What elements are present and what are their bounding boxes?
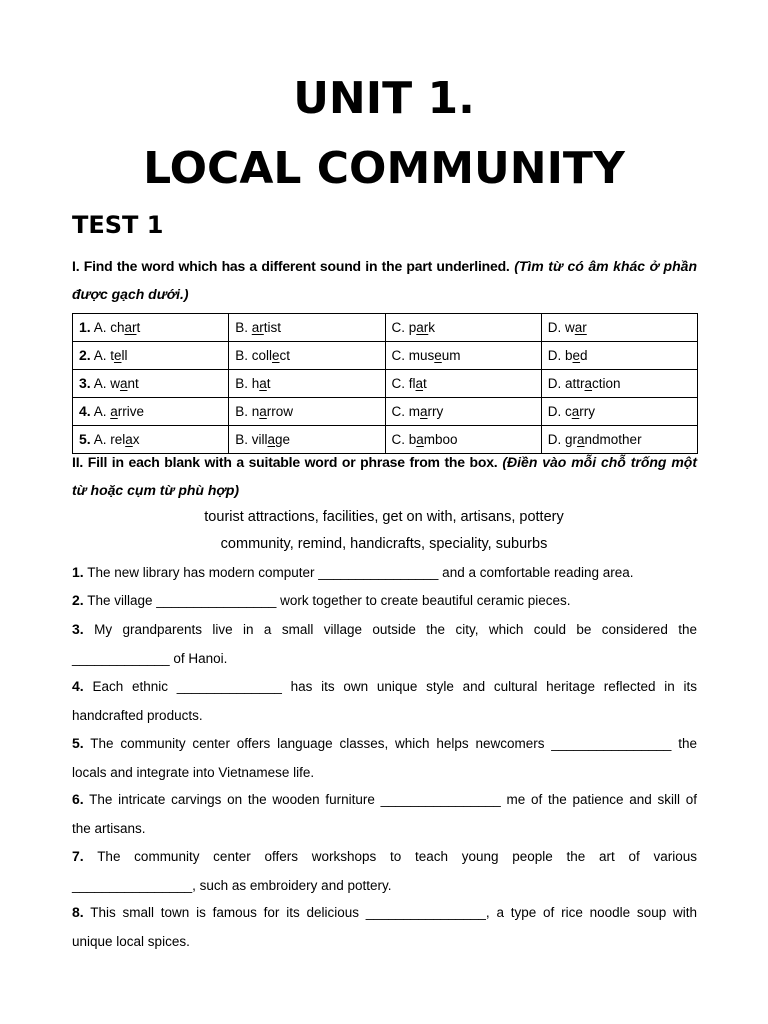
option-text: rry bbox=[427, 404, 444, 419]
underlined-part: ar bbox=[574, 320, 587, 335]
question-number: 8. bbox=[72, 904, 84, 920]
option-text: A. ch bbox=[93, 320, 125, 335]
pronunciation-table bbox=[72, 313, 698, 454]
question-item bbox=[72, 842, 697, 900]
table-row bbox=[73, 342, 698, 370]
question-item bbox=[72, 785, 697, 843]
option-text: ndmother bbox=[584, 432, 642, 447]
underlined-part: e bbox=[113, 348, 122, 363]
question-text-continued: ________________, such as embroidery and pottery. bbox=[72, 877, 392, 893]
word-box-line-2: community, remind, handicrafts, speciality, suburbs bbox=[220, 536, 548, 552]
option-cell bbox=[385, 342, 541, 370]
option-text: C. mus bbox=[391, 348, 435, 363]
underlined-part: e bbox=[572, 348, 581, 363]
option-text: um bbox=[441, 348, 461, 363]
underlined-part: ar bbox=[416, 320, 429, 335]
option-text: ct bbox=[279, 348, 291, 363]
underlined-part: a bbox=[259, 404, 267, 419]
underlined-part: a bbox=[420, 404, 428, 419]
question-number: 4. bbox=[79, 403, 91, 419]
option-cell bbox=[73, 398, 229, 426]
question-number: 2. bbox=[79, 347, 91, 363]
option-text: B. vill bbox=[235, 432, 268, 447]
pronunciation-table-body bbox=[73, 314, 698, 454]
underlined-part: e bbox=[272, 348, 280, 363]
option-text: d bbox=[580, 348, 588, 363]
option-text: mboo bbox=[423, 432, 458, 447]
option-text: x bbox=[132, 432, 140, 447]
question-number: 6. bbox=[72, 791, 84, 807]
option-text: A. bbox=[93, 404, 111, 419]
section-2-instruction-en: II. Fill in each blank with a suitable word or phrase from the box. bbox=[72, 454, 498, 470]
option-text: D. w bbox=[547, 320, 575, 335]
option-text: t bbox=[266, 376, 271, 391]
underlined-part: ar bbox=[124, 320, 137, 335]
section-2-instruction bbox=[72, 448, 697, 504]
question-text-continued: _____________ of Hanoi. bbox=[72, 650, 228, 666]
question-item bbox=[72, 729, 697, 787]
option-cell bbox=[229, 398, 385, 426]
question-text-continued: the artisans. bbox=[72, 820, 146, 836]
question-text: This small town is famous for its delicious ________________, a type of rice noodle soup with bbox=[90, 905, 697, 920]
underlined-part: a bbox=[110, 404, 118, 419]
option-text: B. coll bbox=[235, 348, 273, 363]
option-text: C. fl bbox=[391, 376, 416, 391]
question-text: Each ethnic ______________ has its own unique style and cultural heritage reflected in its bbox=[92, 679, 697, 694]
question-text-continued: unique local spices. bbox=[72, 933, 190, 949]
option-text: t bbox=[136, 320, 141, 335]
option-text: C. b bbox=[391, 432, 417, 447]
option-text: rrow bbox=[266, 404, 294, 419]
option-text: A. w bbox=[93, 376, 120, 391]
option-text: C. p bbox=[391, 320, 417, 335]
section-1-instruction-vi: (Tìm từ có âm khác ở phần được gạch dưới.) bbox=[72, 258, 697, 302]
option-text: ge bbox=[275, 432, 291, 447]
underlined-part: a bbox=[119, 376, 128, 391]
option-text: rry bbox=[579, 404, 596, 419]
option-text: B. n bbox=[235, 404, 260, 419]
word-box-line-1: tourist attractions, facilities, get on with, artisans, pottery bbox=[204, 509, 564, 525]
question-text-continued: locals and integrate into Vietnamese life. bbox=[72, 764, 315, 780]
question-text: The community center offers language classes, which helps newcomers ________________ the bbox=[90, 736, 697, 751]
option-cell bbox=[541, 314, 697, 342]
underlined-part: a bbox=[125, 432, 133, 447]
underlined-part: a bbox=[571, 404, 580, 419]
question-text: The community center offers workshops to teach young people the art of various bbox=[97, 849, 697, 864]
option-cell bbox=[73, 314, 229, 342]
underlined-part: ar bbox=[251, 320, 264, 335]
section-1-instruction bbox=[72, 252, 697, 308]
option-cell bbox=[385, 314, 541, 342]
option-text: B. h bbox=[235, 376, 260, 391]
underlined-part: a bbox=[416, 432, 424, 447]
option-text: rrive bbox=[117, 404, 144, 419]
option-cell bbox=[385, 370, 541, 398]
option-text: t bbox=[423, 376, 427, 391]
question-number: 5. bbox=[72, 735, 84, 751]
option-text: A. rel bbox=[93, 432, 126, 447]
table-row bbox=[73, 370, 698, 398]
underlined-part: a bbox=[584, 376, 593, 391]
question-number: 4. bbox=[72, 678, 84, 694]
option-text: D. attr bbox=[547, 376, 585, 391]
question-item bbox=[72, 672, 697, 730]
question-number: 7. bbox=[72, 848, 84, 864]
question-item bbox=[72, 615, 697, 673]
option-cell bbox=[73, 342, 229, 370]
option-text: ction bbox=[592, 376, 621, 391]
underlined-part: e bbox=[434, 348, 442, 363]
question-number: 3. bbox=[72, 621, 84, 637]
section-2-instruction-vi: (Điền vào mỗi chỗ trống một từ hoặc cụm từ phù hợp) bbox=[72, 454, 698, 498]
underlined-part: a bbox=[259, 376, 267, 391]
underlined-part: a bbox=[577, 432, 585, 447]
table-row bbox=[73, 398, 698, 426]
option-cell bbox=[541, 398, 697, 426]
unit-number-title: UNIT 1. bbox=[293, 73, 475, 124]
question-text: The intricate carvings on the wooden furniture ________________ me of the patience and skill of bbox=[89, 792, 697, 807]
option-text: tist bbox=[263, 320, 282, 335]
question-text: The village ________________ work together to create beautiful ceramic pieces. bbox=[87, 593, 571, 608]
option-text: k bbox=[428, 320, 436, 335]
table-row bbox=[73, 314, 698, 342]
option-text: nt bbox=[127, 376, 139, 391]
question-item bbox=[72, 586, 697, 616]
question-item bbox=[72, 558, 697, 588]
option-cell bbox=[229, 314, 385, 342]
option-text: D. c bbox=[547, 404, 572, 419]
option-text: ll bbox=[121, 348, 128, 363]
option-cell bbox=[229, 342, 385, 370]
test-heading: TEST 1 bbox=[72, 211, 164, 239]
question-number: 1. bbox=[72, 564, 84, 580]
question-number: 5. bbox=[79, 431, 91, 447]
option-text: A. t bbox=[93, 348, 114, 363]
section-1-instruction-en: I. Find the word which has a different sound in the part underlined. bbox=[72, 258, 510, 274]
question-text: The new library has modern computer ________________ and a comfortable reading area. bbox=[87, 565, 634, 580]
question-item bbox=[72, 898, 697, 956]
option-cell bbox=[73, 370, 229, 398]
option-text: C. m bbox=[391, 404, 420, 419]
underlined-part: a bbox=[415, 376, 424, 391]
unit-topic-title: LOCAL COMMUNITY bbox=[143, 143, 625, 194]
option-cell bbox=[541, 342, 697, 370]
question-number: 1. bbox=[79, 319, 91, 335]
option-text: D. b bbox=[547, 348, 573, 363]
underlined-part: a bbox=[267, 432, 276, 447]
option-cell bbox=[541, 370, 697, 398]
option-cell bbox=[385, 398, 541, 426]
question-number: 3. bbox=[79, 375, 91, 391]
option-text: B. bbox=[235, 320, 252, 335]
option-text: D. gr bbox=[547, 432, 578, 447]
question-text: My grandparents live in a small village outside the city, which could be considered the bbox=[94, 622, 697, 637]
question-number: 2. bbox=[72, 592, 84, 608]
option-cell bbox=[229, 370, 385, 398]
question-text-continued: handcrafted products. bbox=[72, 707, 203, 723]
